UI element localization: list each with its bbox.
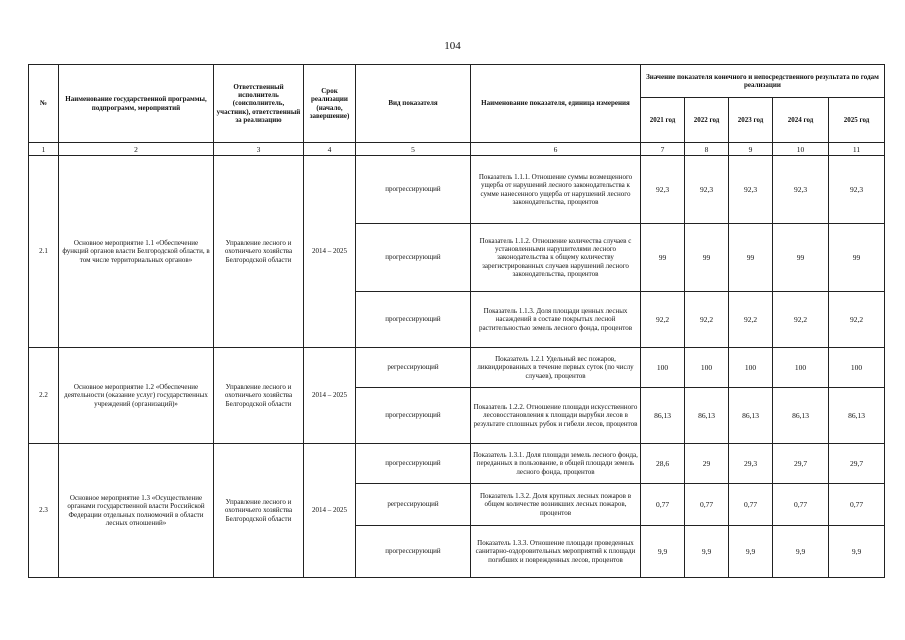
column-number: 1 [29, 143, 59, 156]
header-year: 2022 год [685, 98, 729, 143]
column-number: 7 [641, 143, 685, 156]
value-cell: 99 [685, 224, 729, 292]
responsible: Управление лесного и охотничьего хозяйства Белгородской области [214, 348, 304, 444]
header-year: 2021 год [641, 98, 685, 143]
column-number: 9 [729, 143, 773, 156]
value-cell: 92,2 [641, 292, 685, 348]
value-cell: 29,3 [729, 444, 773, 484]
indicator-type: прогрессирующий [356, 444, 471, 484]
value-cell: 86,13 [685, 388, 729, 444]
header-year: 2023 год [729, 98, 773, 143]
header-responsible: Ответственный исполнитель (соисполнитель, участник), ответственный за реализацию [214, 65, 304, 143]
measure-name: Основное мероприятие 1.3 «Осуществление органами государственной власти Российской Федерации отдельных полномочий в области лесных отношений» [59, 444, 214, 578]
value-cell: 86,13 [641, 388, 685, 444]
term: 2014 – 2025 [304, 156, 356, 348]
value-cell: 100 [729, 348, 773, 388]
header-values: Значение показателя конечного и непосредственного результата по годам реализации [641, 65, 885, 98]
term: 2014 – 2025 [304, 348, 356, 444]
column-number: 4 [304, 143, 356, 156]
column-number: 10 [773, 143, 829, 156]
value-cell: 9,9 [685, 526, 729, 578]
value-cell: 99 [829, 224, 885, 292]
page-number: 104 [444, 40, 461, 52]
indicator-type: прогрессирующий [356, 292, 471, 348]
value-cell: 9,9 [641, 526, 685, 578]
table-row [29, 444, 885, 484]
indicator-type: прогрессирующий [356, 388, 471, 444]
header-year: 2025 год [829, 98, 885, 143]
value-cell: 99 [729, 224, 773, 292]
value-cell: 0,77 [773, 484, 829, 526]
header-indicator: Наименование показателя, единица измерения [471, 65, 641, 143]
table-row [29, 348, 885, 388]
responsible: Управление лесного и охотничьего хозяйства Белгородской области [214, 156, 304, 348]
header-year: 2024 год [773, 98, 829, 143]
value-cell: 86,13 [829, 388, 885, 444]
value-cell: 92,2 [773, 292, 829, 348]
indicator-type: прогрессирующий [356, 526, 471, 578]
column-number: 6 [471, 143, 641, 156]
responsible: Управление лесного и охотничьего хозяйства Белгородской области [214, 444, 304, 578]
indicator-name: Показатель 1.2.1 Удельный вес пожаров, ликвидированных в течение первых суток (по числу случаев), процентов [471, 348, 641, 388]
value-cell: 100 [685, 348, 729, 388]
row-number: 2.3 [29, 444, 59, 578]
column-number: 2 [59, 143, 214, 156]
value-cell: 99 [773, 224, 829, 292]
value-cell: 29 [685, 444, 729, 484]
value-cell: 92,3 [641, 156, 685, 224]
column-number: 8 [685, 143, 729, 156]
value-cell: 9,9 [729, 526, 773, 578]
row-number: 2.2 [29, 348, 59, 444]
value-cell: 0,77 [685, 484, 729, 526]
indicator-type: регрессирующий [356, 348, 471, 388]
value-cell: 0,77 [829, 484, 885, 526]
indicator-type: регрессирующий [356, 484, 471, 526]
indicator-name: Показатель 1.3.3. Отношение площади проведенных санитарно-оздоровительных мероприятий к площади погибших и поврежденных лесов, процентов [471, 526, 641, 578]
value-cell: 99 [641, 224, 685, 292]
header-name: Наименование государственной программы, подпрограмм, мероприятий [59, 65, 214, 143]
measure-name: Основное мероприятие 1.2 «Обеспечение деятельности (оказание услуг) государственных учреждений (организаций)» [59, 348, 214, 444]
value-cell: 92,3 [729, 156, 773, 224]
indicator-type: прогрессирующий [356, 224, 471, 292]
table-row [29, 156, 885, 224]
value-cell: 9,9 [829, 526, 885, 578]
column-number: 3 [214, 143, 304, 156]
indicator-name: Показатель 1.1.1. Отношение суммы возмещенного ущерба от нарушений лесного законодательства к сумме нанесенного ущерба от нарушений лесного законодательства, процентов [471, 156, 641, 224]
value-cell: 0,77 [729, 484, 773, 526]
indicator-name: Показатель 1.2.2. Отношение площади искусственного лесовосстановления к площади вырубки лесов в результате сплошных рубок и гибели лесов, процентов [471, 388, 641, 444]
value-cell: 92,2 [729, 292, 773, 348]
value-cell: 92,3 [685, 156, 729, 224]
value-cell: 86,13 [729, 388, 773, 444]
value-cell: 28,6 [641, 444, 685, 484]
indicator-name: Показатель 1.1.2. Отношение количества случаев с установленными нарушителями лесного законодательства к общему количеству зарегистрированных случаев нарушений лесного законодательства, процентов [471, 224, 641, 292]
term: 2014 – 2025 [304, 444, 356, 578]
indicators-table [28, 64, 885, 578]
value-cell: 29,7 [773, 444, 829, 484]
value-cell: 92,3 [773, 156, 829, 224]
row-number: 2.1 [29, 156, 59, 348]
header-no: № [29, 65, 59, 143]
measure-name: Основное мероприятие 1.1 «Обеспечение функций органов власти Белгородской области, в том числе территориальных органов» [59, 156, 214, 348]
value-cell: 29,7 [829, 444, 885, 484]
value-cell: 9,9 [773, 526, 829, 578]
indicator-type: прогрессирующий [356, 156, 471, 224]
value-cell: 92,3 [829, 156, 885, 224]
value-cell: 86,13 [773, 388, 829, 444]
indicator-name: Показатель 1.3.1. Доля площади земель лесного фонда, переданных в пользование, в общей площади земель лесного фонда, процентов [471, 444, 641, 484]
value-cell: 100 [773, 348, 829, 388]
value-cell: 100 [829, 348, 885, 388]
value-cell: 92,2 [685, 292, 729, 348]
header-type: Вид показателя [356, 65, 471, 143]
value-cell: 92,2 [829, 292, 885, 348]
column-number: 11 [829, 143, 885, 156]
column-number: 5 [356, 143, 471, 156]
indicator-name: Показатель 1.1.3. Доля площади ценных лесных насаждений в составе покрытых лесной растительностью земель лесного фонда, процентов [471, 292, 641, 348]
header-term: Срок реализации (начало, завершение) [304, 65, 356, 143]
value-cell: 100 [641, 348, 685, 388]
value-cell: 0,77 [641, 484, 685, 526]
indicator-name: Показатель 1.3.2. Доля крупных лесных пожаров в общем количестве возникших лесных пожаров, процентов [471, 484, 641, 526]
